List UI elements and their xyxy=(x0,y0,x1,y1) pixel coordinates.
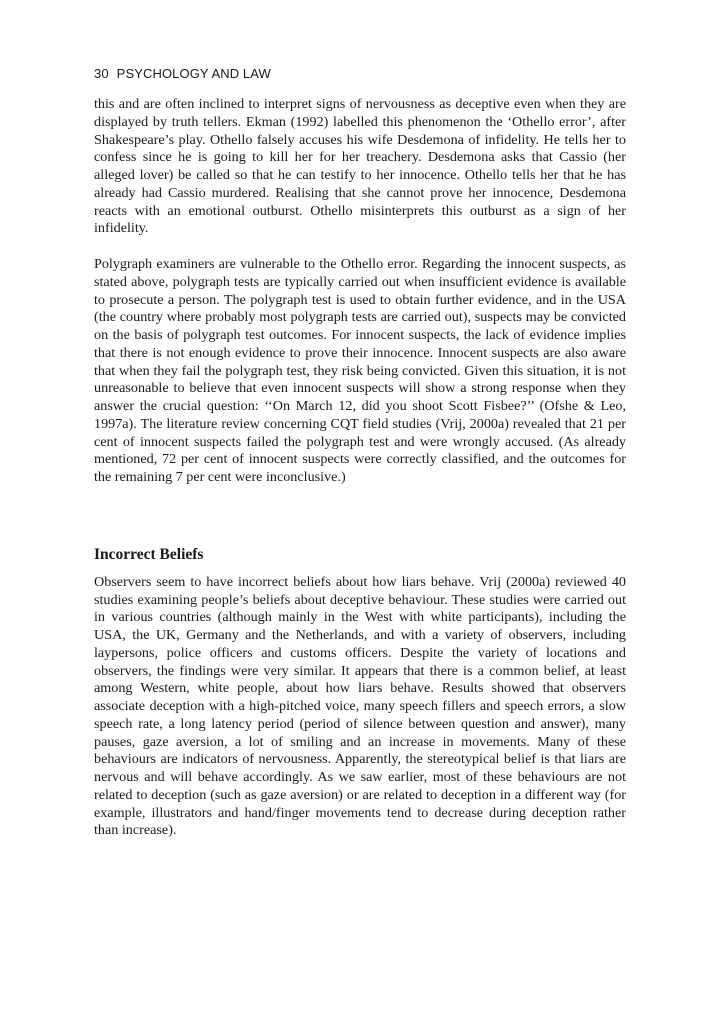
running-title: PSYCHOLOGY AND LAW xyxy=(116,66,271,81)
running-head xyxy=(94,64,626,84)
book-page xyxy=(94,64,626,840)
paragraph-othello-error: this and are often inclined to interpret signs of nervousness as deceptive even when they are displayed by truth tellers. Ekman (1992) labelled this phenomenon the ‘Othello error’, after Shakespeare’s play. Othello falsely accuses his wife Desdemona of infidelity. He tells her to confess since he is going to kill her for her treachery. Desdemona asks that Cassio (her alleged lover) be called so that he can testify to her innocence. Othello tells her that he has already had Cassio murdered. Realising that she cannot prove her innocence, Desdemona reacts with an emotional outburst. Othello misinterprets this outburst as a sign of her infidelity. xyxy=(94,96,626,237)
page-number: 30 xyxy=(94,66,109,81)
paragraph-incorrect-beliefs: Observers seem to have incorrect beliefs about how liars behave. Vrij (2000a) reviewed 40 studies examining people’s beliefs about deceptive behaviour. These studies were carried out in various countries (although mainly in the West with white participants), including the USA, the UK, Germany and the Netherlands, and with a variety of observers, including laypersons, police officers and customs officers. Despite the variety of locations and observers, the findings were very similar. It appears that there is a common belief, at least among Western, white people, about how liars behave. Results showed that observers associate deception with a high-pitched voice, many speech fillers and speech errors, a slow speech rate, a long latency period (period of silence between question and answer), many pauses, gaze aversion, a lot of smiling and an increase in movements. Many of these behaviours are indicators of nervousness. Apparently, the stereotypical belief is that liars are nervous and will behave accordingly. As we saw earlier, most of these behaviours are not related to deception (such as gaze aversion) or are related to deception in a different way (for example, illustrators and hand/finger movements tend to decrease during deception rather than increase). xyxy=(94,573,626,839)
paragraph-polygraph-examiners: Polygraph examiners are vulnerable to the Othello error. Regarding the innocent suspects, as stated above, polygraph tests are typically carried out when insufficient evidence is available to prosecute a person. The polygraph test is used to obtain further evidence, and in the USA (the country where probably most polygraph tests are carried out), suspects may be convicted on the basis of polygraph test outcomes. For innocent suspects, the lack of evidence implies that there is not enough evidence to prove their innocence. Innocent suspects are also aware that when they fail the polygraph test, they risk being convicted. Given this situation, it is not unreasonable to believe that even innocent suspects will show a strong response when they answer the crucial question: ‘‘On March 12, did you shoot Scott Fisbee?’’ (Ofshe & Leo, 1997a). The literature review concerning CQT field studies (Vrij, 2000a) revealed that 21 per cent of innocent suspects failed the polygraph test and were wrongly accused. (As already mentioned, 72 per cent of innocent suspects were correctly classified, and the outcomes for the remaining 7 per cent were inconclusive.) xyxy=(94,256,626,485)
section-heading: Incorrect Beliefs xyxy=(94,545,204,563)
